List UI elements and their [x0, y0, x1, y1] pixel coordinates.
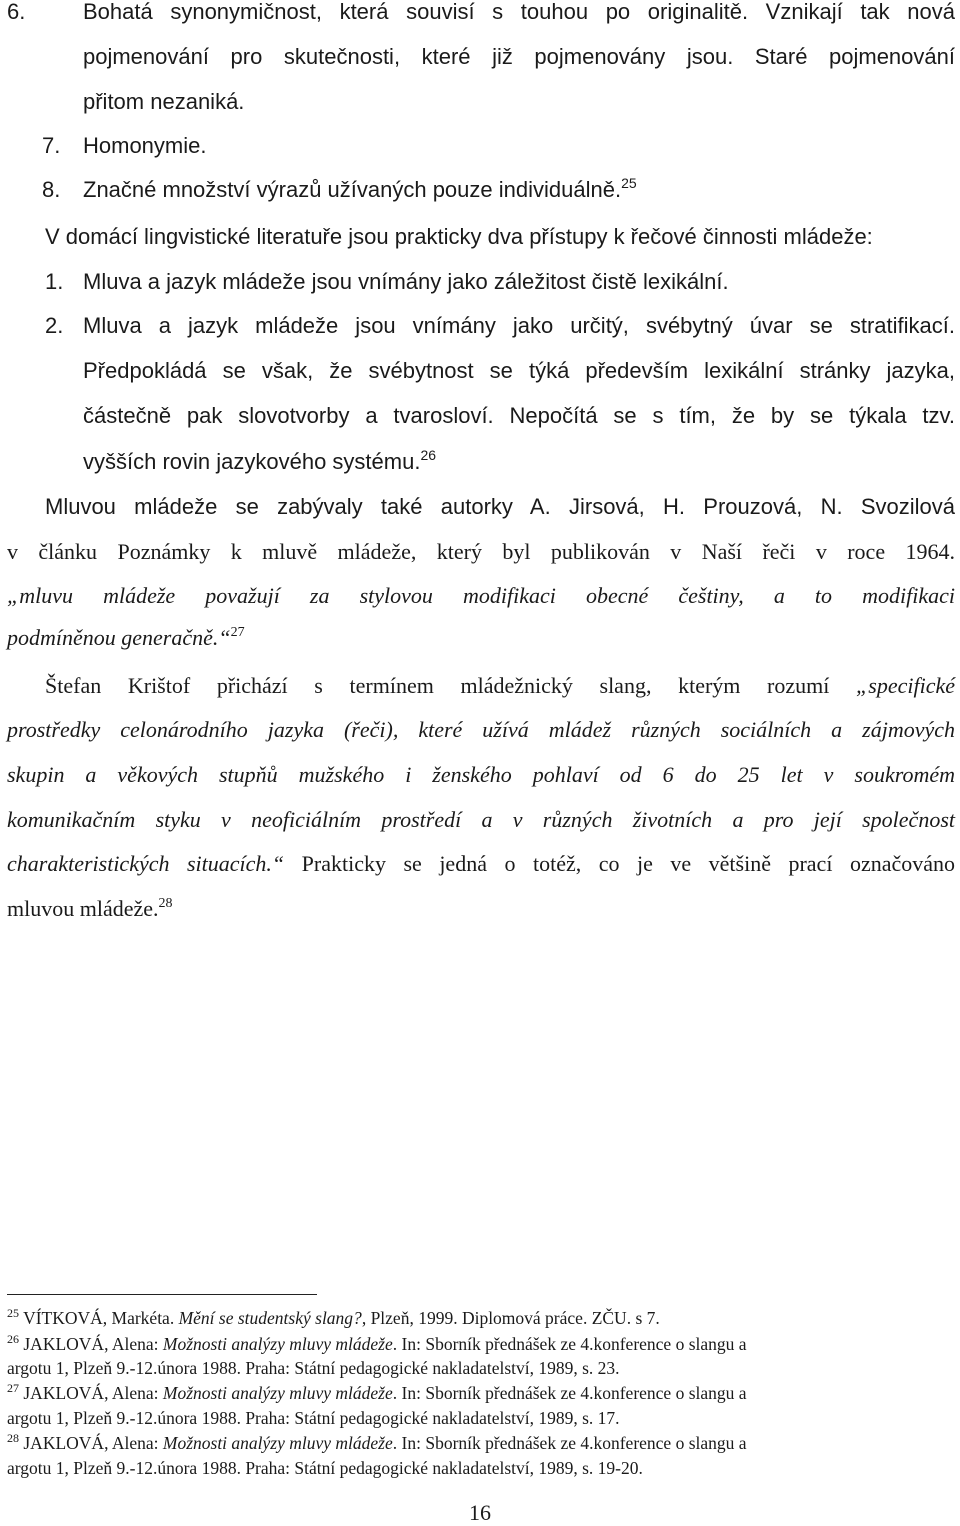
- approach-2-line4: vyšších rovin jazykového systému.$^{26}$: [83, 447, 437, 474]
- kristof-line5: charakteristických situacích.“ Prakticky se jedná o totéž, co je ve většině prací označováno: [7, 851, 955, 876]
- list-item-7-text: Homonymie.: [83, 133, 207, 158]
- footnote-28-line1: $^{28}$ JAKLOVÁ, Alena: Možnosti analýzy mluvy mládeže. In: Sborník přednášek ze 4.konference o slangu a: [7, 1431, 747, 1453]
- kristof-line1: Štefan Krištof přichází s termínem mládežnický slang, kterým rozumí „specifické: [45, 673, 955, 698]
- footnote-ref-26: 26: [420, 447, 437, 463]
- approaches-intro: V domácí lingvistické literatuře jsou prakticky dva přístupy k řečové činnosti mládeže:: [45, 224, 873, 249]
- footnote-25: $^{25}$ VÍTKOVÁ, Markéta. Mění se studentský slang?, Plzeň, 1999. Diplomová práce. ZČU. s 7.: [7, 1306, 660, 1328]
- authors-quote-line2: podmíněnou generačně.“$^{27}$: [7, 625, 245, 650]
- list-item-8-num: 8.: [42, 177, 61, 202]
- approach-1-text: Mluva a jazyk mládeže jsou vnímány jako záležitost čistě lexikální.: [83, 269, 729, 294]
- page-number: 16: [469, 1500, 491, 1525]
- footnote-26-line2: argotu 1, Plzeň 9.-12.února 1988. Praha: Státní pedagogické nakladatelství, 1989, s. 23.: [7, 1358, 620, 1378]
- approach-2-line3: částečně pak slovotvorby a tvarosloví. Nepočítá se s tím, že by se týkala tzv.: [83, 403, 955, 428]
- authors-line2: v článku Poznámky k mluvě mládeže, který byl publikován v Naší řeči v roce 1964.: [7, 539, 955, 564]
- list-item-7-num: 7.: [42, 133, 61, 158]
- list-item-6-line3: přitom nezaniká.: [83, 89, 245, 114]
- footnote-ref-25: 25: [621, 175, 637, 191]
- footnote-27-line2: argotu 1, Plzeň 9.-12.února 1988. Praha: Státní pedagogické nakladatelství, 1989, s. 17.: [7, 1408, 620, 1428]
- footnote-ref-28: 28: [158, 896, 173, 911]
- kristof-line2: prostředky celonárodního jazyka (řeči), které užívá mládež různých sociálních a zájmových: [7, 717, 955, 742]
- authors-quote-line1: „mluvu mládeže považují za stylovou modifikaci obecné češtiny, a to modifikaci: [7, 583, 955, 608]
- approach-2-line2: Předpokládá se však, že svébytnost se týká především lexikální stránky jazyka,: [83, 358, 955, 383]
- list-item-8-text: Značné množství výrazů užívaných pouze individuálně.$^{25}$: [83, 175, 637, 202]
- footnote-26-line1: $^{26}$ JAKLOVÁ, Alena: Možnosti analýzy mluvy mládeže. In: Sborník přednášek ze 4.konference o slangu a: [7, 1332, 747, 1354]
- list-item-6-line1: Bohatá synonymičnost, která souvisí s touhou po originalitě. Vznikají tak nová: [83, 0, 955, 24]
- list-item-6-line2: pojmenování pro skutečnosti, které již pojmenovány jsou. Staré pojmenování: [83, 44, 955, 69]
- footnote-separator: [7, 1294, 317, 1295]
- approach-2-line1: Mluva a jazyk mládeže jsou vnímány jako určitý, svébytný úvar se stratifikací.: [83, 313, 955, 338]
- kristof-line3: skupin a věkových stupňů mužského i ženského pohlaví od 6 do 25 let v soukromém: [7, 762, 955, 787]
- footnote-27-line1: $^{27}$ JAKLOVÁ, Alena: Možnosti analýzy mluvy mládeže. In: Sborník přednášek ze 4.konference o slangu a: [7, 1381, 747, 1403]
- footnote-ref-27: 27: [230, 625, 245, 640]
- kristof-line6: mluvou mládeže.$^{28}$: [7, 896, 173, 921]
- kristof-line4: komunikačním styku v neoficiálním prostředí a v různých životních a pro její společnost: [7, 807, 955, 832]
- list-item-6-num: 6.: [7, 0, 26, 24]
- approach-1-num: 1.: [45, 269, 64, 294]
- authors-line1: Mluvou mládeže se zabývaly také autorky A. Jirsová, H. Prouzová, N. Svozilová: [45, 494, 955, 519]
- approach-2-num: 2.: [45, 313, 64, 338]
- footnote-28-line2: argotu 1, Plzeň 9.-12.února 1988. Praha: Státní pedagogické nakladatelství, 1989, s. 19-20.: [7, 1458, 643, 1478]
